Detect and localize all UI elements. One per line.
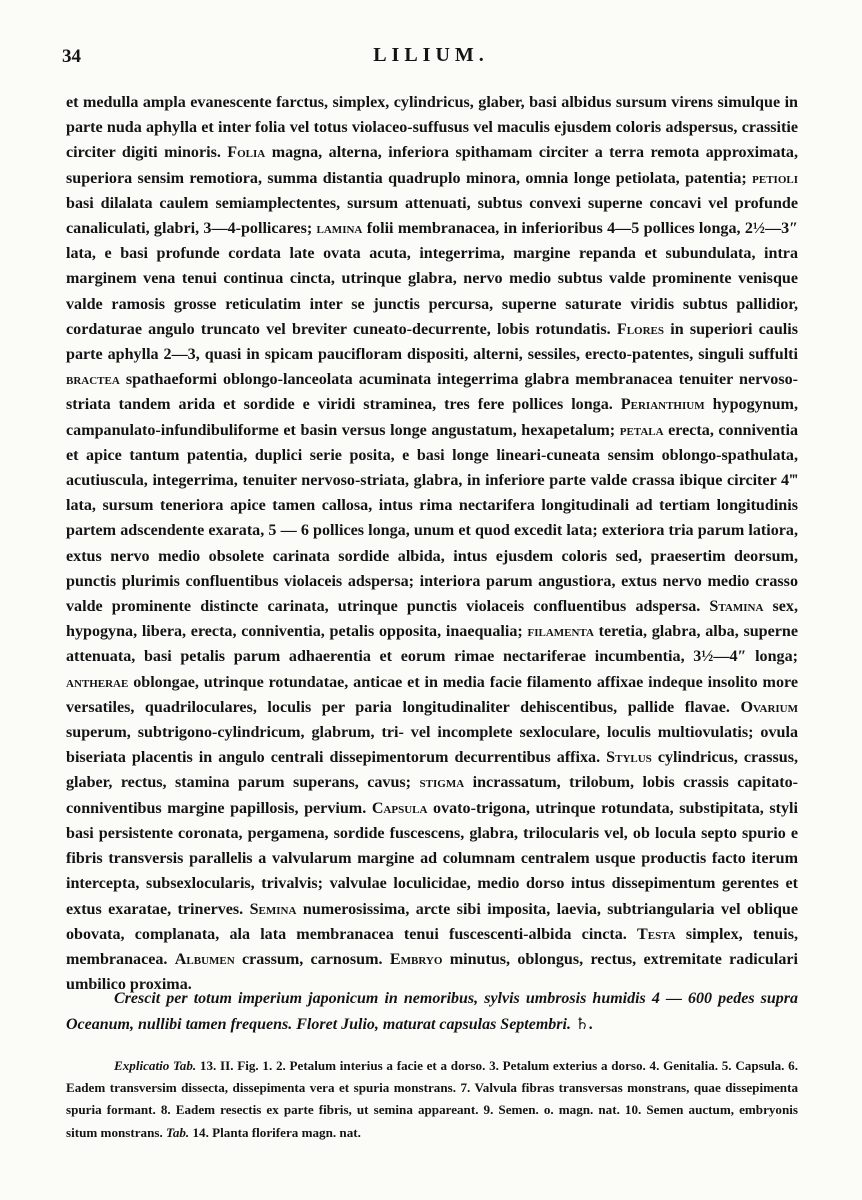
text-run: superum, subtrigono-cylindricum, glabrum, tri- vel incomplete sexloculare, loculis multiovulatis; ovula biseriata placentis in angulo centrali dissepimentorum decurrentibus affixa. — [66, 724, 798, 767]
plate-explanation-text — [66, 1055, 798, 1144]
text-run: cylindricus, crassus, glaber, rectus, stamina parum superans, cavus; — [66, 749, 798, 792]
term-bractea: bractea — [66, 371, 120, 389]
term-petioli: petioli — [752, 169, 798, 187]
running-head: LILIUM. — [373, 44, 489, 66]
term-testa: Testa — [637, 925, 676, 943]
text-run: 14. Planta florifera magn. nat. — [189, 1124, 361, 1140]
description-text — [66, 90, 798, 997]
term-albumen: Albumen — [174, 950, 235, 968]
term-lamina: lamina — [316, 220, 363, 238]
text-run: ovato-trigona, utrinque rotundata, substipitata, styli basi persistente coronata, pergamena, sordide fuscescens, glabra, trilocularis vel, ob locula septo spurio e fibris transversis parallelis a valvularum margine ad columnam centralem usque productis facto iterum intercepta, subsexlocularis, trivalvis; valvulae loculicidae, medio dorso intus dissepimentum gerentes et extus exaratae, trinerves. — [66, 799, 798, 918]
habitat-note — [66, 986, 798, 1037]
tab-label: Tab. — [166, 1124, 190, 1140]
term-stamina: Stamina — [709, 598, 764, 616]
text-run: in superiori caulis parte aphylla 2—3, quasi in spicam paucifloram dispositi, alterni, sessiles, erecto-patentes, singuli suffulti — [66, 320, 798, 364]
text-run: oblongae, utrinque rotundatae, anticae et in media facie filamento affixae indeque insolito more versatiles, quadriloculares, loculis per paria longitudinaliter dehiscentibus, pallide flavae. — [66, 673, 798, 716]
text-run: numerosissima, arcte sibi imposita, laevia, subtriangularia vel oblique obovata, complanata, ala lata membranacea tenui fuscescenti-albida cincta. — [66, 900, 798, 943]
explicatio-label: Explicatio Tab. — [114, 1058, 197, 1073]
term-flores: Flores — [616, 320, 665, 338]
text-run: minutus, oblongus, rectus, extremitate radiculari umbilico proxima. — [66, 950, 798, 994]
text-run: folii membranacea, in inferioribus 4—5 pollices longa, 2½—3″ lata, e basi profunde cordata late ovata acuta, integerrima, margine repanda et subundulata, intra marginem vena tenui continua cincta, utrinque glabra, nervo medio subtus valde prominente venisque valde ramosis grosse reticulatim inter se junctis percursa, superne saturate viridis subtus pallidior, cordaturae angulo truncato vel breviter cuneato-decurrente, lobis rotundatis. — [66, 220, 798, 338]
term-stigma: stigma — [419, 774, 465, 792]
text-run: hypogynum, campanulato-infundibuliforme et basin versus longe angustatum, hexapetalum; — [66, 396, 798, 439]
text-run: crassum, carnosum. — [234, 950, 390, 968]
text-run: magna, alterna, inferiora spithamam circiter a terra remota approximata, superiora sensim remotiora, summa distantia quadruplo minora, omnia longe petiolata, patentia; — [66, 144, 798, 187]
term-stylus: Stylus — [606, 749, 652, 767]
term-ovarium: Ovarium — [740, 698, 798, 716]
text-run: basi dilalata caulem semiamplectentes, sursum attenuati, subtus convexi superne concavi vel profunde canaliculati, glabri, 3—4-pollicares; — [66, 194, 798, 238]
page-number: 34 — [62, 46, 81, 67]
term-folia: Folia — [227, 144, 266, 162]
term-filamenta: filamenta — [527, 623, 594, 641]
text-run: teretia, glabra, alba, superne attenuata, basi petalis parum adhaerentia et eorum rimae nectariferae incumbentia, 3½—4″ longa; — [66, 623, 798, 666]
term-antherae: antherae — [66, 673, 129, 691]
term-embryo: Embryo — [389, 950, 443, 968]
text-run: incrassatum, trilobum, lobis crassis capitato-conniventibus margine papillosis, pervium. — [66, 774, 799, 817]
text-run: sex, hypogyna, libera, erecta, conniventia, petalis opposita, inaequalia; — [66, 598, 798, 641]
text-run: 13. II. Fig. 1. 2. Petalum interius a facie et a dorso. 3. Petalum exterius a dorso. 4. Genitalia. 5. Capsula. 6. Eadem transversim dissecta, dissepimenta vera et spuria monstrans. 7. Valvula fibras transversas monstrans, quae dissepimenta spuria formant. 8. Eadem resectis ex parte fibris, ut semina appareant. 9. Semen. o. magn. nat. 10. Semen auctum, embryonis situm monstrans. — [66, 1058, 798, 1140]
plate-explanation — [66, 1055, 798, 1144]
term-petala: petala — [619, 421, 664, 439]
text-run: spathaeformi oblongo-lanceolata acuminata integerrima glabra membranacea tenuiter nervoso-striata tandem arida et sordide e viridi straminea, tres fere pollices longa. — [66, 371, 798, 414]
term-capsula: Capsula — [371, 799, 428, 817]
text-run: erecta, conniventia et apice tantum patentia, duplici serie posita, e basi longe lineari-cuneata sensim oblongo-spathulata, acutiuscula, integerrima, tenuiter nervoso-striata, glabra, in inferiore parte valde crassa ibique circiter 4‴ lata, sursum teneriora apice tamen callosa, intus rima nectarifera longitudinali ad tertiam longitudinis partem adscendente exarata, 5 — 6 pollices longa, unum et quod excedit lata; exteriora tria parum latiora, extus nervo medio obsolete carinata sordide albida, intus ejusdem coloris sed, praesertim deorsum, punctis plurimis confluentibus violaceis adspersa; interiora parum angustiora, extus nervo medio crasso valde prominente distincte carinata, utrinque punctis violaceis confluentibus adspersa. — [66, 421, 798, 616]
text-run: simplex, tenuis, membranacea. — [66, 925, 798, 968]
description-paragraph — [66, 90, 798, 997]
text-run: et medulla ampla evanescente farctus, simplex, cylindricus, glaber, basi albidus sursum virens simulque in parte nuda aphylla et inter folia vel totus violaceo-suffusus vel maculis ejusdem coloris adspersus, crassitie circiter digiti minoris. — [66, 94, 798, 162]
term-semina: Semina — [249, 900, 297, 918]
habitat-text: Crescit per totum imperium japonicum in nemoribus, sylvis umbrosis humidis 4 — 600 pedes supra Oceanum, nullibi tamen frequens. Floret Julio, maturat capsulas Septembri. ♄. — [66, 990, 798, 1033]
term-perianthium: Perianthium — [620, 396, 705, 414]
